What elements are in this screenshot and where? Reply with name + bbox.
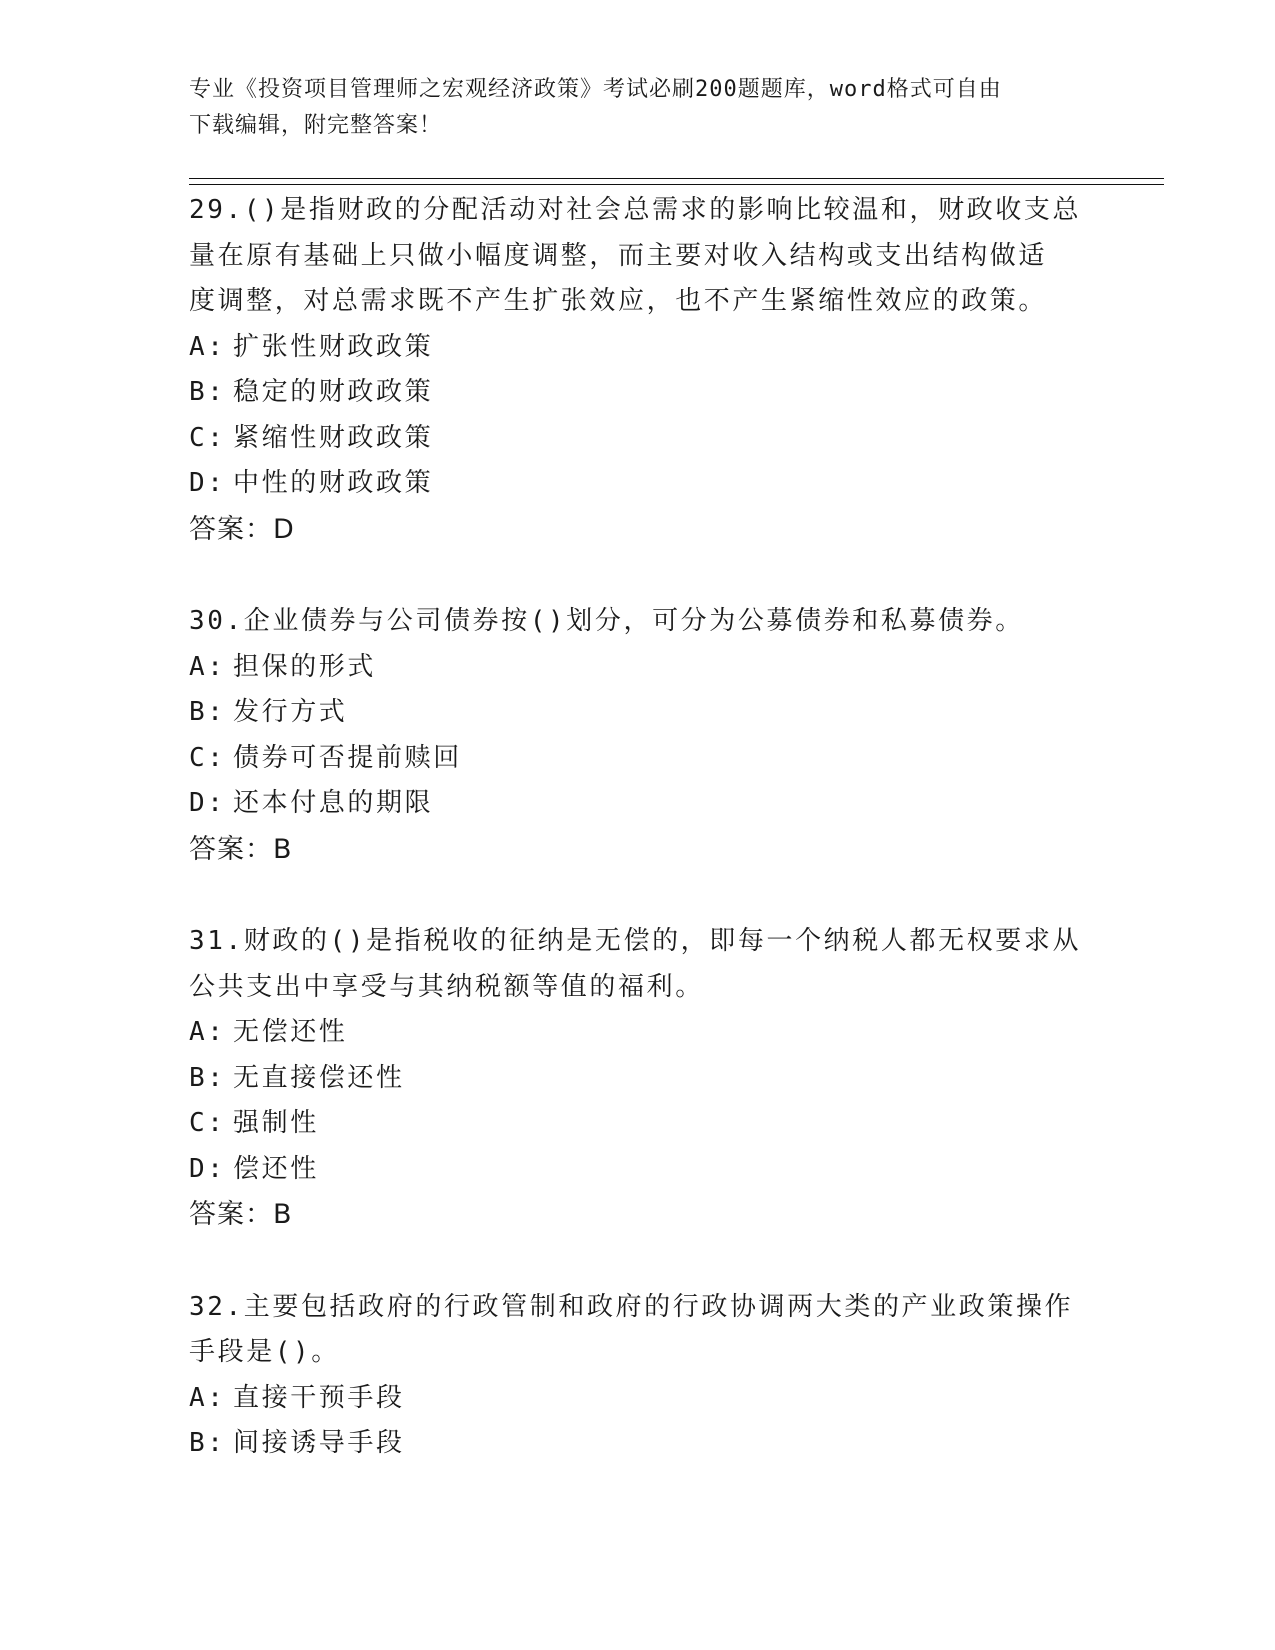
question-stem — [189, 599, 1089, 645]
option-text: 无直接偿还性 — [233, 1062, 405, 1093]
option-text: 强制性 — [233, 1108, 319, 1138]
option-key: C: — [189, 1108, 226, 1138]
option-key: A: — [189, 651, 226, 682]
question-stem — [189, 188, 1089, 325]
option-d — [189, 781, 1089, 827]
option-d — [189, 1147, 1089, 1193]
option-key: C: — [189, 422, 226, 453]
option-d — [189, 461, 1089, 507]
answer-line: 答案：B — [189, 1199, 293, 1230]
option-a — [189, 325, 1089, 371]
option-key: D: — [189, 788, 226, 818]
question-29 — [189, 188, 1089, 552]
option-text: 中性的财政政策 — [233, 468, 434, 498]
stem-line: 量在原有基础上只做小幅度调整，而主要对收入结构或支出结构做适 — [189, 240, 1048, 271]
option-b — [189, 370, 1089, 416]
option-c — [189, 416, 1089, 462]
option-text: 债券可否提前赎回 — [233, 742, 462, 773]
header-divider-top — [189, 178, 1164, 179]
document-header — [189, 72, 1089, 144]
option-key: A: — [189, 1382, 226, 1413]
option-key: A: — [189, 1017, 226, 1047]
option-key: B: — [189, 1428, 226, 1458]
option-key: D: — [189, 468, 226, 498]
option-a — [189, 1376, 1089, 1422]
option-text: 偿还性 — [233, 1153, 319, 1184]
question-list — [189, 188, 1089, 1514]
question-30 — [189, 599, 1089, 872]
option-text: 直接干预手段 — [233, 1382, 405, 1413]
header-line-2: 下载编辑，附完整答案！ — [189, 113, 443, 138]
option-text: 稳定的财政政策 — [233, 377, 434, 407]
stem-line: 度调整，对总需求既不产生扩张效应，也不产生紧缩性效应的政策。 — [189, 286, 1048, 316]
option-a — [189, 645, 1089, 691]
stem-line: 31.财政的()是指税收的征纳是无偿的，即每一个纳税人都无权要求从 — [189, 926, 1082, 956]
option-text: 担保的形式 — [233, 651, 377, 682]
option-text: 间接诱导手段 — [233, 1428, 405, 1458]
option-key: A: — [189, 331, 226, 362]
option-key: B: — [189, 377, 226, 407]
option-a — [189, 1010, 1089, 1056]
option-c — [189, 1101, 1089, 1147]
option-b — [189, 690, 1089, 736]
option-key: B: — [189, 697, 226, 727]
option-key: B: — [189, 1062, 226, 1093]
option-text: 发行方式 — [233, 697, 348, 727]
option-text: 扩张性财政政策 — [233, 331, 434, 362]
header-line-1: 专业《投资项目管理师之宏观经济政策》考试必刷200题题库，word格式可自由 — [189, 77, 1002, 102]
option-c — [189, 736, 1089, 782]
question-31 — [189, 919, 1089, 1238]
header-divider-bottom — [189, 184, 1164, 185]
option-key: C: — [189, 742, 226, 773]
answer-line: 答案：B — [189, 833, 293, 865]
stem-line: 32.主要包括政府的行政管制和政府的行政协调两大类的产业政策操作 — [189, 1291, 1074, 1322]
answer-line: 答案：D — [189, 513, 295, 545]
option-text: 紧缩性财政政策 — [233, 422, 434, 453]
stem-line: 手段是()。 — [189, 1337, 340, 1367]
option-text: 无偿还性 — [233, 1017, 348, 1047]
option-key: D: — [189, 1153, 226, 1184]
question-32 — [189, 1285, 1089, 1467]
question-stem — [189, 1285, 1089, 1376]
question-stem — [189, 919, 1089, 1010]
stem-line: 29.()是指财政的分配活动对社会总需求的影响比较温和，财政收支总 — [189, 195, 1082, 225]
option-b — [189, 1056, 1089, 1102]
option-text: 还本付息的期限 — [233, 788, 434, 818]
option-b — [189, 1421, 1089, 1467]
stem-line: 公共支出中享受与其纳税额等值的福利。 — [189, 971, 704, 1002]
stem-line: 30.企业债券与公司债券按()划分，可分为公募债券和私募债券。 — [189, 606, 1024, 636]
